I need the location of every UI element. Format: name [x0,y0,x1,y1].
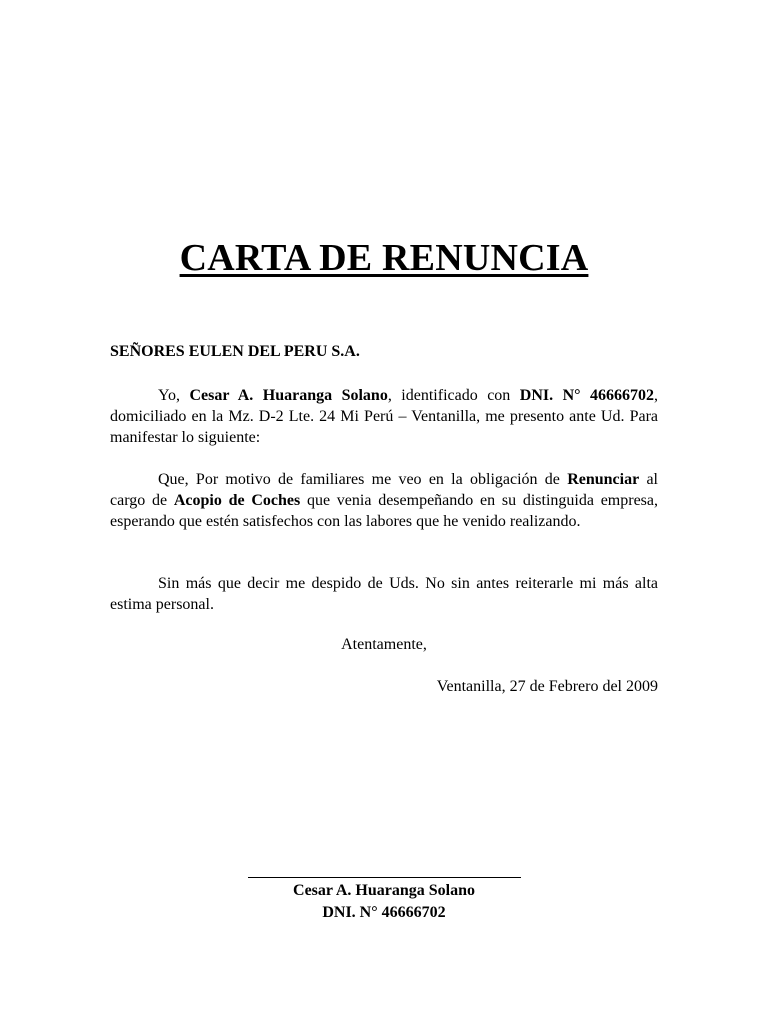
p1-sender-name: Cesar A. Huaranga Solano [189,387,388,404]
p2-job-position: Acopio de Coches [173,492,301,509]
p2-text-a: Que, Por motivo de familiares me veo en la obligación de [158,471,568,488]
p2-text-b: al cargo de [110,471,659,509]
signature-name: Cesar A. Huaranga Solano [293,882,475,899]
letter-date: Ventanilla, 27 de Febrero del 2009 [436,678,658,695]
paragraph-farewell: Sin más que decir me despido de Uds. No sin antes reiterarle mi más alta estima personal. [110,575,658,613]
signature-dni: DNI. N° 46666702 [322,904,446,921]
addressee: SEÑORES EULEN DEL PERU S.A. [110,343,360,360]
paragraph-reason [110,469,658,532]
p2-text-c: que venia desempeñando en su distinguida empresa, esperando que estén satisfechos con las labores que he venido realizando. [110,492,658,530]
p1-text-c: , domiciliado en la Mz. D-2 Lte. 24 Mi Perú – Ventanilla, me presento ante Ud. Para manifestar lo siguiente: [110,387,659,446]
paragraph-introduction [110,385,658,448]
p1-dni: DNI. N° 46666702 [519,387,655,404]
closing-salutation: Atentamente, [341,636,427,653]
p1-text-b: , identificado con [387,387,520,404]
p1-text-a: Yo, [158,387,190,404]
letter-title: CARTA DE RENUNCIA [179,237,589,279]
p2-renunciar: Renunciar [567,471,640,488]
signature-line [248,877,521,878]
